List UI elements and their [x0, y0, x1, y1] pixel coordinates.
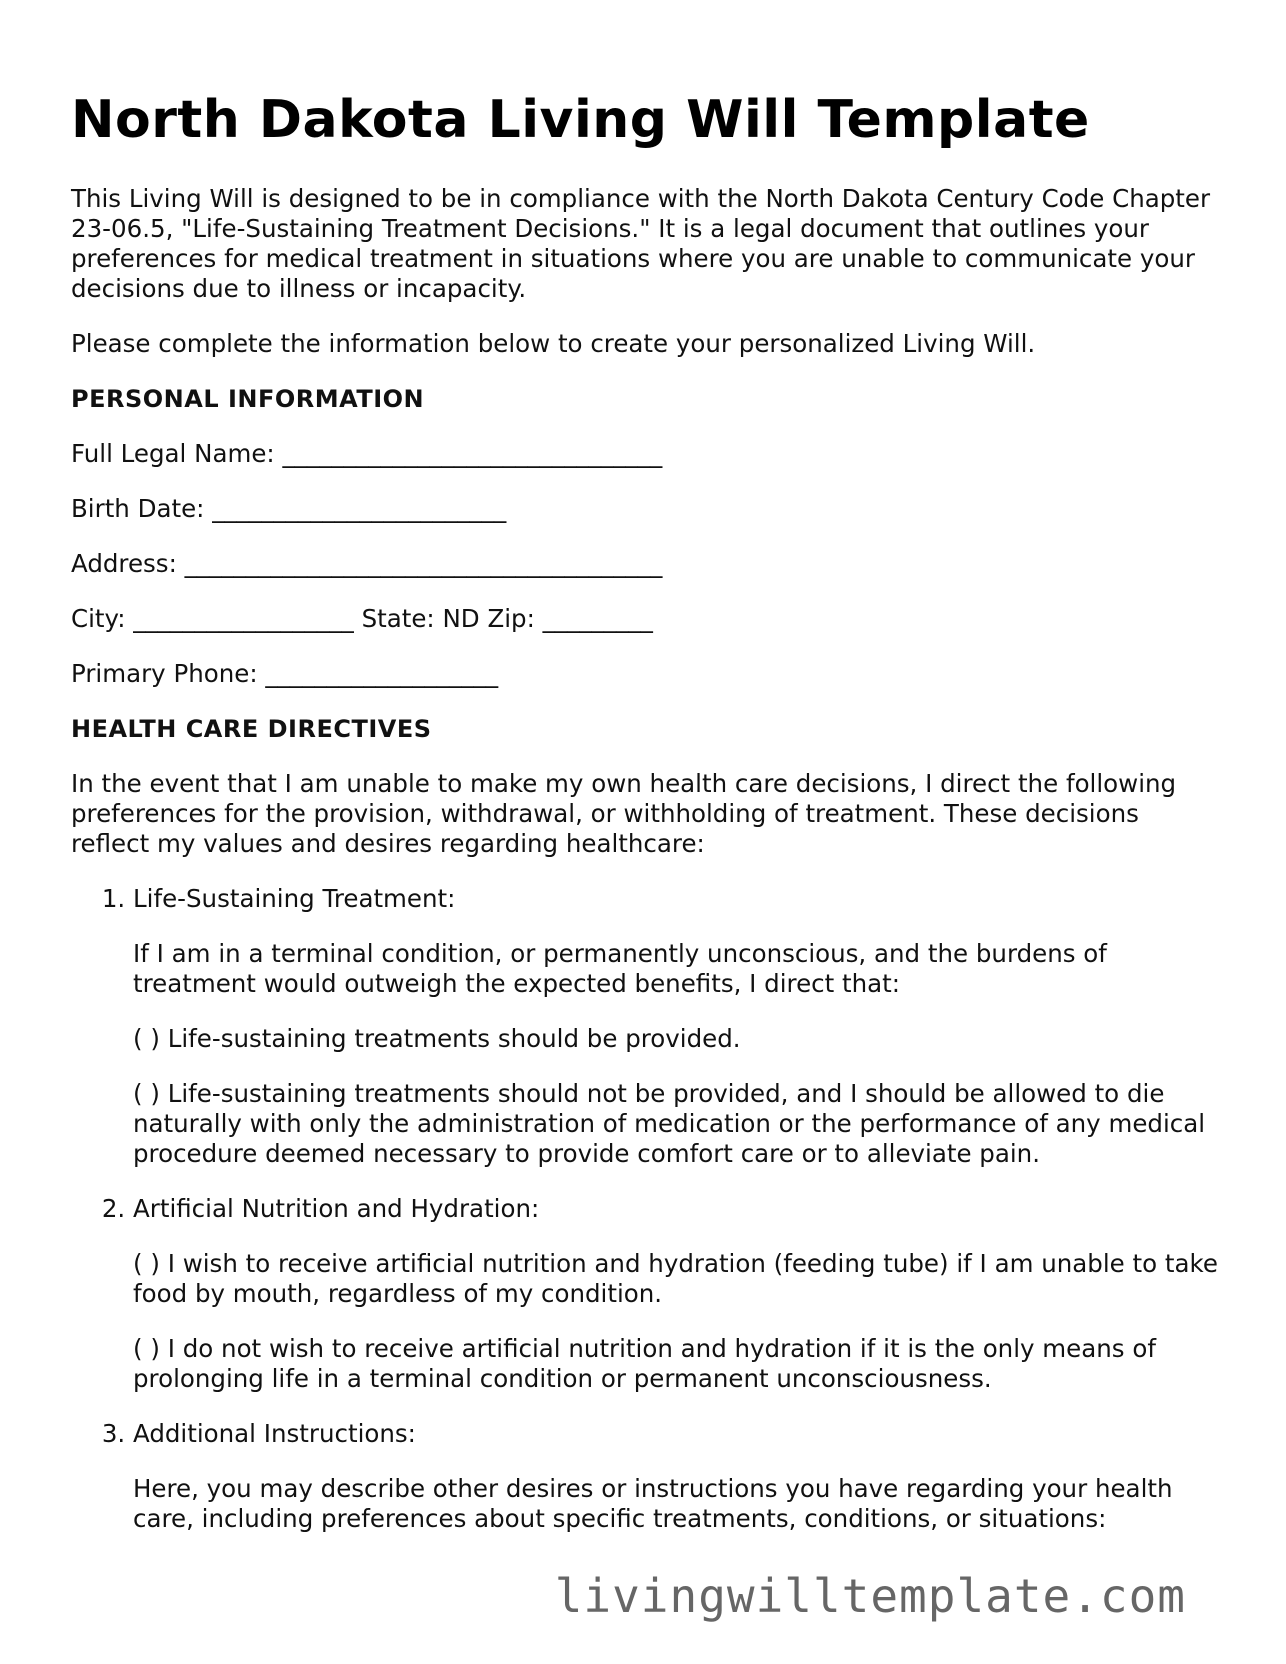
directives-intro: In the event that I am unable to make my own health care decisions, I direct the following preferences for the provision, withdrawal, or withholding of treatment. These decisions reflect my values and desires regarding healthcare:	[71, 769, 1177, 858]
directives-list	[71, 884, 1221, 1534]
option-receive-nutrition[interactable]: ( ) I wish to receive artificial nutrition and hydration (feeding tube) if I am unable to take food by mouth, regardless of my condition.	[133, 1249, 1218, 1308]
directive-item-nutrition-hydration	[133, 1194, 1221, 1394]
directive-paragraph: If I am in a terminal condition, or permanently unconscious, and the burdens of treatment would outweigh the expected benefits, I direct that:	[133, 939, 1107, 998]
directive-title: 2. Artificial Nutrition and Hydration:	[133, 1194, 540, 1223]
full-name-field[interactable]: Full Legal Name: _______________________________	[71, 439, 663, 468]
option-decline-nutrition[interactable]: ( ) I do not wish to receive artificial nutrition and hydration if it is the only means of prolonging life in a terminal condition or permanent unconsciousness.	[133, 1334, 1156, 1393]
directive-item-life-sustaining	[133, 884, 1221, 1169]
intro-paragraph: This Living Will is designed to be in compliance with the North Dakota Century Code Chapter 23-06.5, "Life-Sustaining Treatment Decisions." It is a legal document that outlines your preferences for medical treatment in situations where you are unable to communicate your decisions due to illness or incapacity.	[71, 184, 1211, 303]
directive-item-additional-instructions	[133, 1419, 1221, 1534]
option-withhold-treatment[interactable]: ( ) Life-sustaining treatments should not be provided, and I should be allowed to die naturally with only the administration of medication or the performance of any medical procedure deemed necessary to provide comfort care or to alleviate pain.	[133, 1079, 1206, 1168]
address-field[interactable]: Address: _______________________________________	[71, 549, 663, 578]
directive-title: 1. Life-Sustaining Treatment:	[133, 884, 456, 913]
city-state-zip-field[interactable]: City: __________________ State: ND Zip: _________	[71, 604, 653, 633]
birth-date-field[interactable]: Birth Date: ________________________	[71, 494, 507, 523]
document-title: North Dakota Living Will Template	[71, 90, 1090, 150]
document-page	[71, 90, 1221, 1559]
personal-info-heading: PERSONAL INFORMATION	[71, 385, 425, 413]
watermark: livingwilltemplate.com	[554, 1569, 1186, 1623]
option-provide-treatment[interactable]: ( ) Life-sustaining treatments should be provided.	[133, 1024, 741, 1053]
health-care-directives-heading: HEALTH CARE DIRECTIVES	[71, 715, 432, 743]
phone-field[interactable]: Primary Phone: ___________________	[71, 659, 499, 688]
directive-title: 3. Additional Instructions:	[133, 1419, 416, 1448]
instruction-paragraph: Please complete the information below to create your personalized Living Will.	[71, 329, 1036, 358]
directive-paragraph: Here, you may describe other desires or instructions you have regarding your health care, including preferences about specific treatments, conditions, or situations:	[133, 1474, 1173, 1533]
